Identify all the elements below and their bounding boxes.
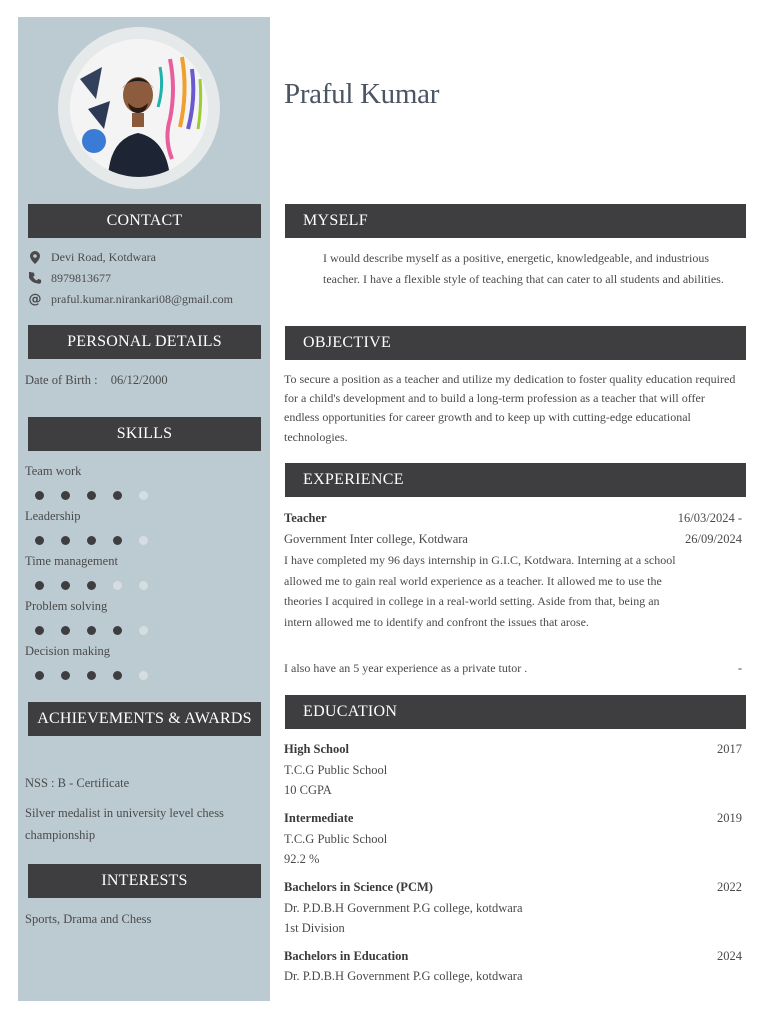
education-school: T.C.G Public School bbox=[284, 832, 388, 846]
objective-text: To secure a position as a teacher and utilize my dedication to foster quality education required for a child's development and to build a long-term profession as a teacher that will offer endless opportunities for career growth and to keep up with cutting-edge educational technologies. bbox=[284, 372, 736, 444]
skill-name: Leadership bbox=[25, 509, 81, 523]
personal-details-heading: PERSONAL DETAILS bbox=[28, 325, 261, 359]
rating-dot-empty bbox=[113, 581, 122, 590]
sidebar bbox=[18, 17, 270, 1001]
skill-rating bbox=[35, 536, 165, 545]
rating-dot-filled bbox=[61, 536, 70, 545]
rating-dot-filled bbox=[113, 536, 122, 545]
experience-description: I also have an 5 year experience as a private tutor . bbox=[284, 661, 528, 675]
skill-rating bbox=[35, 671, 165, 680]
skill-name: Decision making bbox=[25, 644, 111, 658]
achievements-heading: ACHIEVEMENTS & AWARDS bbox=[28, 702, 261, 736]
education-result: 10 CGPA bbox=[284, 783, 332, 797]
rating-dot-filled bbox=[113, 491, 122, 500]
rating-dot-empty bbox=[139, 671, 148, 680]
education-degree: Intermediate bbox=[284, 811, 354, 825]
candidate-name: Praful Kumar bbox=[284, 78, 440, 110]
rating-dot-filled bbox=[35, 671, 44, 680]
rating-dot-empty bbox=[139, 536, 148, 545]
skills-heading: SKILLS bbox=[28, 417, 261, 451]
at-sign-icon: @ bbox=[28, 292, 42, 307]
phone-row bbox=[28, 271, 111, 286]
education-degree: Bachelors in Science (PCM) bbox=[284, 880, 433, 894]
skill-name: Time management bbox=[25, 554, 118, 568]
rating-dot-filled bbox=[113, 626, 122, 635]
rating-dot-filled bbox=[87, 581, 96, 590]
myself-text: I would describe myself as a positive, energetic, knowledgeable, and industrious teacher. I have a flexible style of teaching that can cater to all students and abilities. bbox=[323, 251, 724, 286]
profile-photo-frame bbox=[58, 27, 220, 189]
education-degree: Bachelors in Education bbox=[284, 949, 409, 963]
email-row bbox=[28, 292, 233, 307]
rating-dot-filled bbox=[113, 671, 122, 680]
dob-label: Date of Birth bbox=[25, 373, 91, 387]
objective-heading: OBJECTIVE bbox=[285, 326, 746, 360]
interests-text: Sports, Drama and Chess bbox=[25, 912, 152, 926]
rating-dot-filled bbox=[61, 491, 70, 500]
location-pin-icon bbox=[28, 251, 42, 265]
education-heading: EDUCATION bbox=[285, 695, 746, 729]
rating-dot-filled bbox=[87, 536, 96, 545]
experience-description: I have completed my 96 days internship in G.I.C, Kotdwara. Interning at a school allowed me to gain real world experience as a teacher. It allowed me to use the theories I acquired in college in a real-world setting. Aside from that, being an intern allowed me to identify and confront the issues that arose. bbox=[284, 553, 676, 629]
education-year: 2022 bbox=[717, 880, 742, 894]
myself-heading: MYSELF bbox=[285, 204, 746, 238]
interests-heading: INTERESTS bbox=[28, 864, 261, 898]
skill-rating bbox=[35, 626, 165, 635]
rating-dot-filled bbox=[87, 671, 96, 680]
skill-rating bbox=[35, 491, 165, 500]
rating-dot-filled bbox=[35, 581, 44, 590]
address-text: Devi Road, Kotdwara bbox=[51, 250, 156, 264]
education-school: T.C.G Public School bbox=[284, 763, 388, 777]
dob-value: 06/12/2000 bbox=[110, 373, 168, 387]
education-year: 2019 bbox=[717, 811, 742, 825]
experience-date-from: 16/03/2024 - bbox=[677, 511, 742, 525]
education-school: Dr. P.D.B.H Government P.G college, kotdwara bbox=[284, 969, 523, 983]
skill-name: Team work bbox=[25, 464, 82, 478]
experience-date: - bbox=[737, 661, 742, 675]
email-text[interactable]: praful.kumar.nirankari08@gmail.com bbox=[51, 292, 233, 306]
rating-dot-filled bbox=[35, 491, 44, 500]
education-year: 2024 bbox=[717, 949, 742, 963]
achievement-item: NSS : B - Certificate bbox=[25, 776, 130, 790]
rating-dot-filled bbox=[87, 626, 96, 635]
rating-dot-filled bbox=[35, 626, 44, 635]
experience-role: Teacher bbox=[284, 511, 327, 525]
skill-name: Problem solving bbox=[25, 599, 108, 613]
dob-colon: : bbox=[90, 373, 98, 387]
education-result: 1st Division bbox=[284, 921, 345, 935]
profile-photo bbox=[70, 39, 208, 177]
experience-heading: EXPERIENCE bbox=[285, 463, 746, 497]
rating-dot-filled bbox=[61, 671, 70, 680]
rating-dot-empty bbox=[139, 581, 148, 590]
dob-row bbox=[25, 373, 168, 388]
rating-dot-filled bbox=[87, 491, 96, 500]
phone-text: 8979813677 bbox=[51, 271, 111, 285]
rating-dot-filled bbox=[35, 536, 44, 545]
achievement-item: Silver medalist in university level chess championship bbox=[25, 806, 224, 842]
experience-date-to: 26/09/2024 bbox=[685, 532, 742, 546]
rating-dot-filled bbox=[61, 581, 70, 590]
rating-dot-empty bbox=[139, 626, 148, 635]
address-row bbox=[28, 250, 156, 265]
phone-icon bbox=[28, 272, 42, 286]
rating-dot-filled bbox=[61, 626, 70, 635]
education-year: 2017 bbox=[717, 742, 742, 756]
education-degree: High School bbox=[284, 742, 349, 756]
rating-dot-empty bbox=[139, 491, 148, 500]
contact-heading: CONTACT bbox=[28, 204, 261, 238]
experience-org: Government Inter college, Kotdwara bbox=[284, 532, 468, 546]
education-school: Dr. P.D.B.H Government P.G college, kotdwara bbox=[284, 901, 523, 915]
education-result: 92.2 % bbox=[284, 852, 320, 866]
skill-rating bbox=[35, 581, 165, 590]
